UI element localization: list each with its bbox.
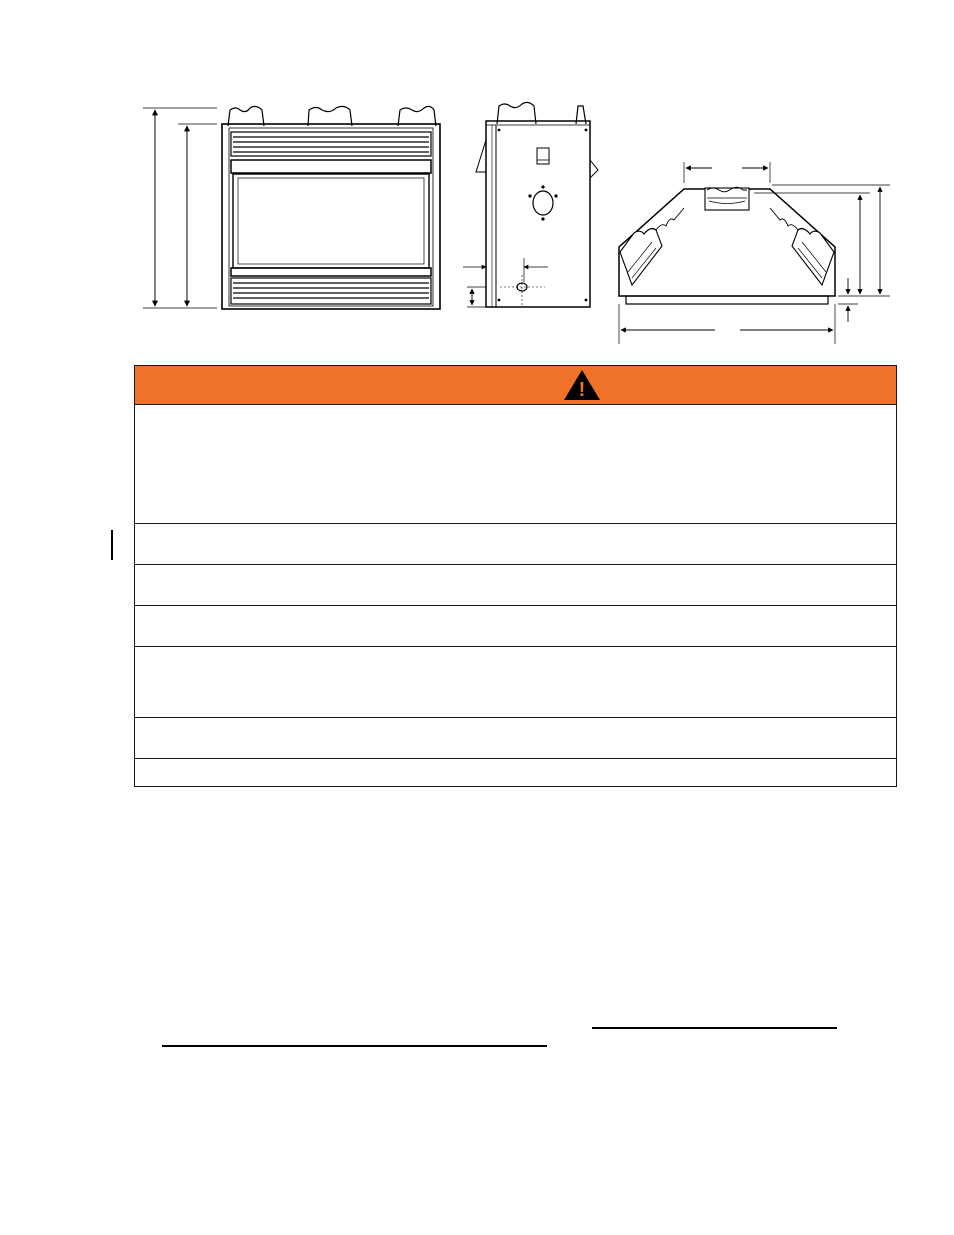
warning-row-2: [135, 523, 896, 564]
warning-triangle-icon: [563, 369, 601, 401]
svg-text:!: !: [578, 379, 586, 401]
warning-header-bar: [135, 366, 896, 405]
warning-row-4: [135, 605, 896, 646]
warning-row-text: [135, 606, 896, 618]
top-view-drawing: [619, 162, 890, 344]
revision-change-bar: [111, 530, 113, 560]
warning-row-text: [135, 565, 896, 577]
warning-row-1: [135, 404, 896, 522]
warning-row-text: [135, 647, 896, 659]
warning-row-text: [135, 404, 896, 416]
warning-row-text: [135, 759, 896, 771]
front-view-drawing: [143, 106, 440, 309]
warning-row-5: [135, 646, 896, 717]
warning-panel: [134, 365, 897, 787]
warning-row-3: [135, 564, 896, 605]
fireplace-dimension-drawings: [0, 0, 954, 360]
warning-row-text: [135, 718, 896, 730]
side-view-drawing: [463, 102, 598, 307]
warning-row-6: [135, 717, 896, 758]
underline-rule-2: [162, 1045, 547, 1047]
warning-row-text: [135, 524, 896, 536]
underline-rule-1: [592, 1027, 837, 1029]
warning-row-7: [135, 758, 896, 787]
